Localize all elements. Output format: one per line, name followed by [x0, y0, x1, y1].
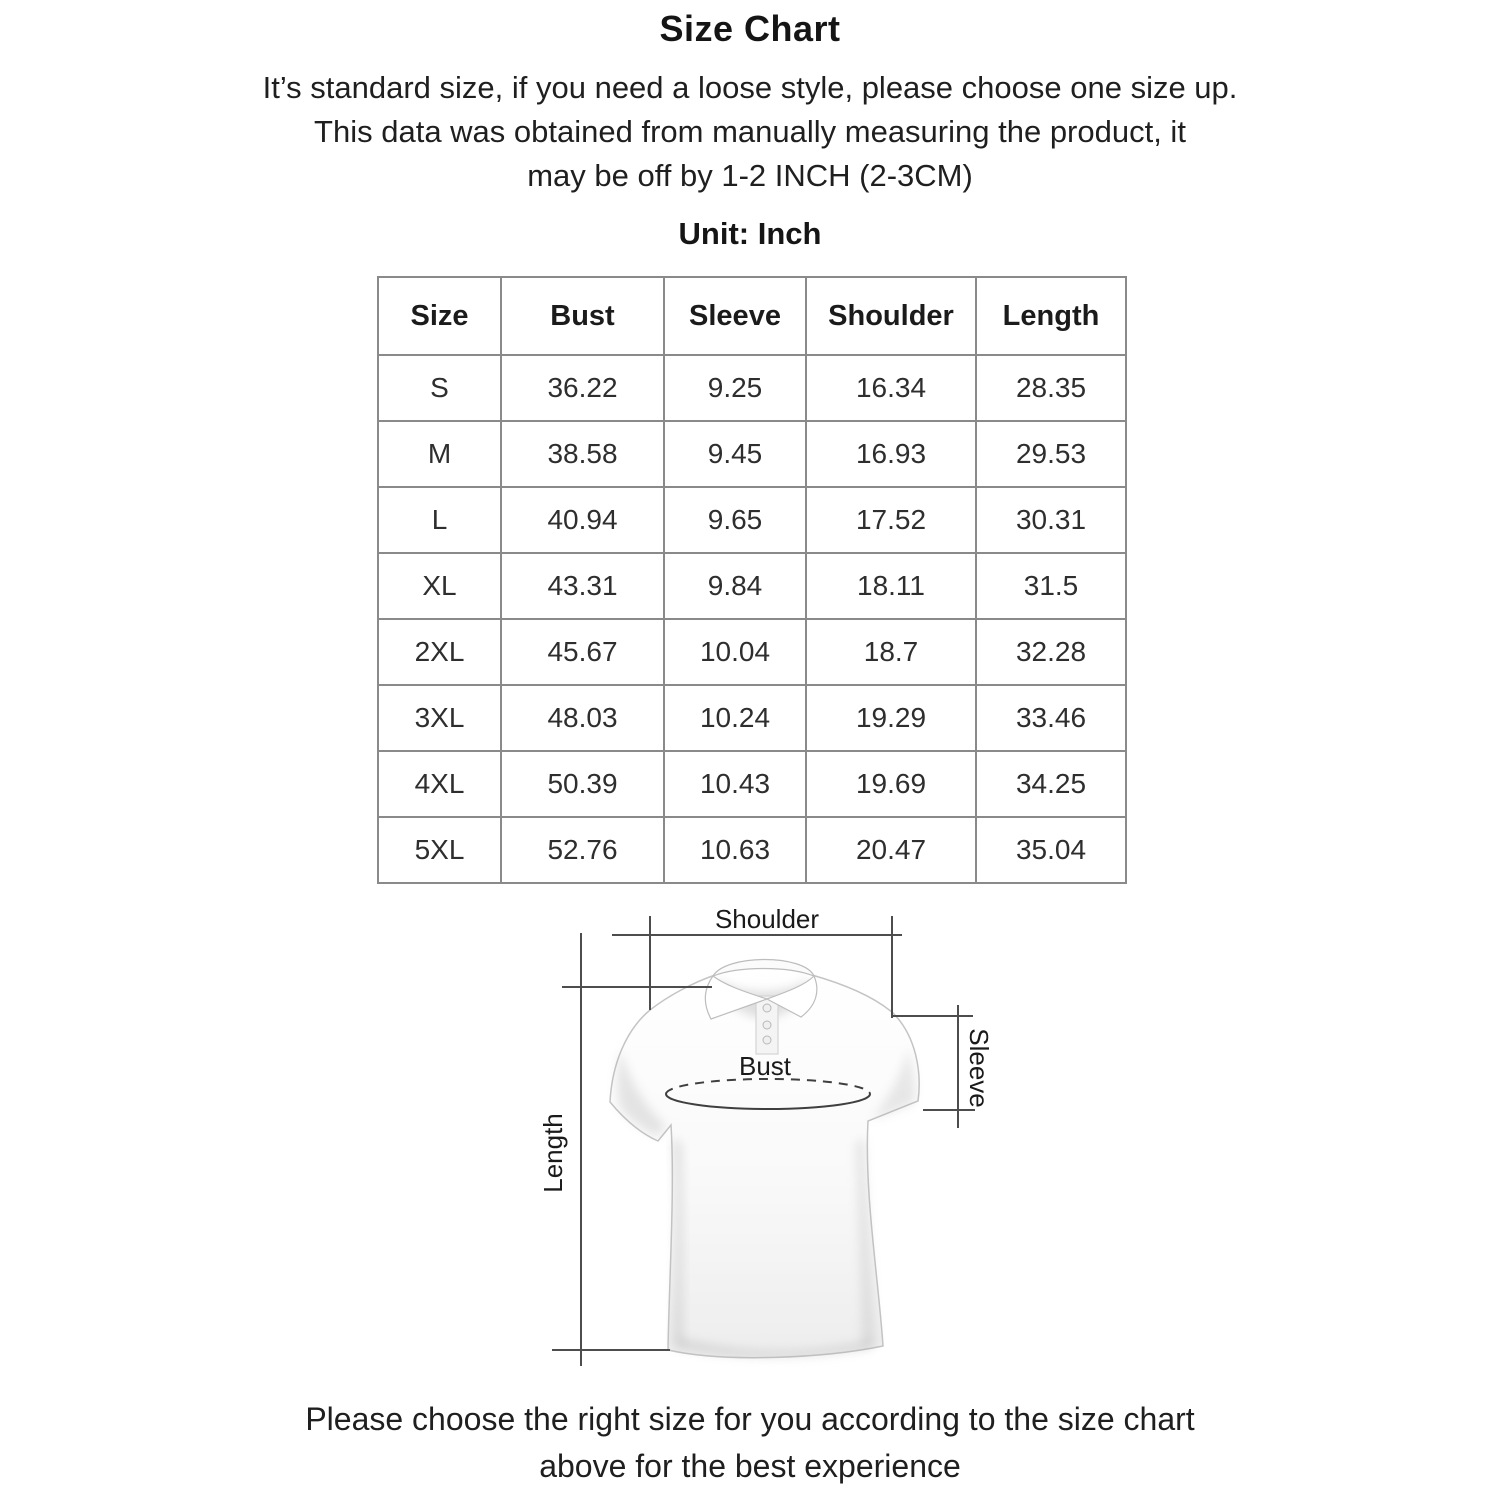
- value-cell: 45.67: [501, 619, 664, 685]
- size-cell: 4XL: [378, 751, 501, 817]
- value-cell: 10.43: [664, 751, 806, 817]
- size-table: [377, 276, 1127, 884]
- value-cell: 48.03: [501, 685, 664, 751]
- value-cell: 18.7: [806, 619, 976, 685]
- value-cell: 35.04: [976, 817, 1126, 883]
- value-cell: 32.28: [976, 619, 1126, 685]
- table-row: [378, 685, 1126, 751]
- table-row: [378, 355, 1126, 421]
- value-cell: 38.58: [501, 421, 664, 487]
- value-cell: 9.84: [664, 553, 806, 619]
- table-row: [378, 817, 1126, 883]
- button: [763, 1004, 771, 1012]
- size-cell: 5XL: [378, 817, 501, 883]
- shirt-measurement-diagram: [520, 898, 1010, 1376]
- value-cell: 9.45: [664, 421, 806, 487]
- size-cell: L: [378, 487, 501, 553]
- column-header-sleeve: Sleeve: [664, 277, 806, 355]
- size-cell: M: [378, 421, 501, 487]
- length-label: Length: [538, 1113, 568, 1193]
- value-cell: 19.29: [806, 685, 976, 751]
- column-header-size: Size: [378, 277, 501, 355]
- value-cell: 20.47: [806, 817, 976, 883]
- unit-label: Unit: Inch: [678, 216, 822, 251]
- size-note: [0, 66, 1500, 198]
- bust-label: Bust: [738, 1051, 792, 1081]
- value-cell: 36.22: [501, 355, 664, 421]
- value-cell: 9.65: [664, 487, 806, 553]
- value-cell: 16.34: [806, 355, 976, 421]
- value-cell: 18.11: [806, 553, 976, 619]
- value-cell: 10.63: [664, 817, 806, 883]
- value-cell: 10.24: [664, 685, 806, 751]
- value-cell: 33.46: [976, 685, 1126, 751]
- button: [763, 1036, 771, 1044]
- value-cell: 40.94: [501, 487, 664, 553]
- column-header-shoulder: Shoulder: [806, 277, 976, 355]
- table-row: [378, 619, 1126, 685]
- value-cell: 16.93: [806, 421, 976, 487]
- column-header-length: Length: [976, 277, 1126, 355]
- size-note-line: This data was obtained from manually measuring the product, it: [314, 114, 1186, 149]
- size-note-line: may be off by 1-2 INCH (2-3CM): [527, 158, 973, 193]
- value-cell: 52.76: [501, 817, 664, 883]
- footer-line: above for the best experience: [539, 1448, 961, 1484]
- size-cell: 2XL: [378, 619, 501, 685]
- size-cell: 3XL: [378, 685, 501, 751]
- size-cell: S: [378, 355, 501, 421]
- value-cell: 29.53: [976, 421, 1126, 487]
- shoulder-label: Shoulder: [714, 904, 820, 934]
- value-cell: 50.39: [501, 751, 664, 817]
- table-row: [378, 553, 1126, 619]
- value-cell: 9.25: [664, 355, 806, 421]
- table-row: [378, 421, 1126, 487]
- value-cell: 19.69: [806, 751, 976, 817]
- table-row: [378, 751, 1126, 817]
- value-cell: 10.04: [664, 619, 806, 685]
- polo-shirt-illustration: [610, 960, 919, 1358]
- size-note-line: It’s standard size, if you need a loose style, please choose one size up.: [262, 70, 1238, 105]
- sleeve-label: Sleeve: [964, 1028, 994, 1108]
- page-title: Size Chart: [659, 8, 841, 49]
- value-cell: 17.52: [806, 487, 976, 553]
- button: [763, 1021, 771, 1029]
- value-cell: 30.31: [976, 487, 1126, 553]
- value-cell: 43.31: [501, 553, 664, 619]
- footer-line: Please choose the right size for you according to the size chart: [305, 1401, 1195, 1437]
- column-header-bust: Bust: [501, 277, 664, 355]
- value-cell: 34.25: [976, 751, 1126, 817]
- table-row: [378, 487, 1126, 553]
- footer-note: [0, 1396, 1500, 1490]
- table-header-row: [378, 277, 1126, 355]
- value-cell: 28.35: [976, 355, 1126, 421]
- size-cell: XL: [378, 553, 501, 619]
- value-cell: 31.5: [976, 553, 1126, 619]
